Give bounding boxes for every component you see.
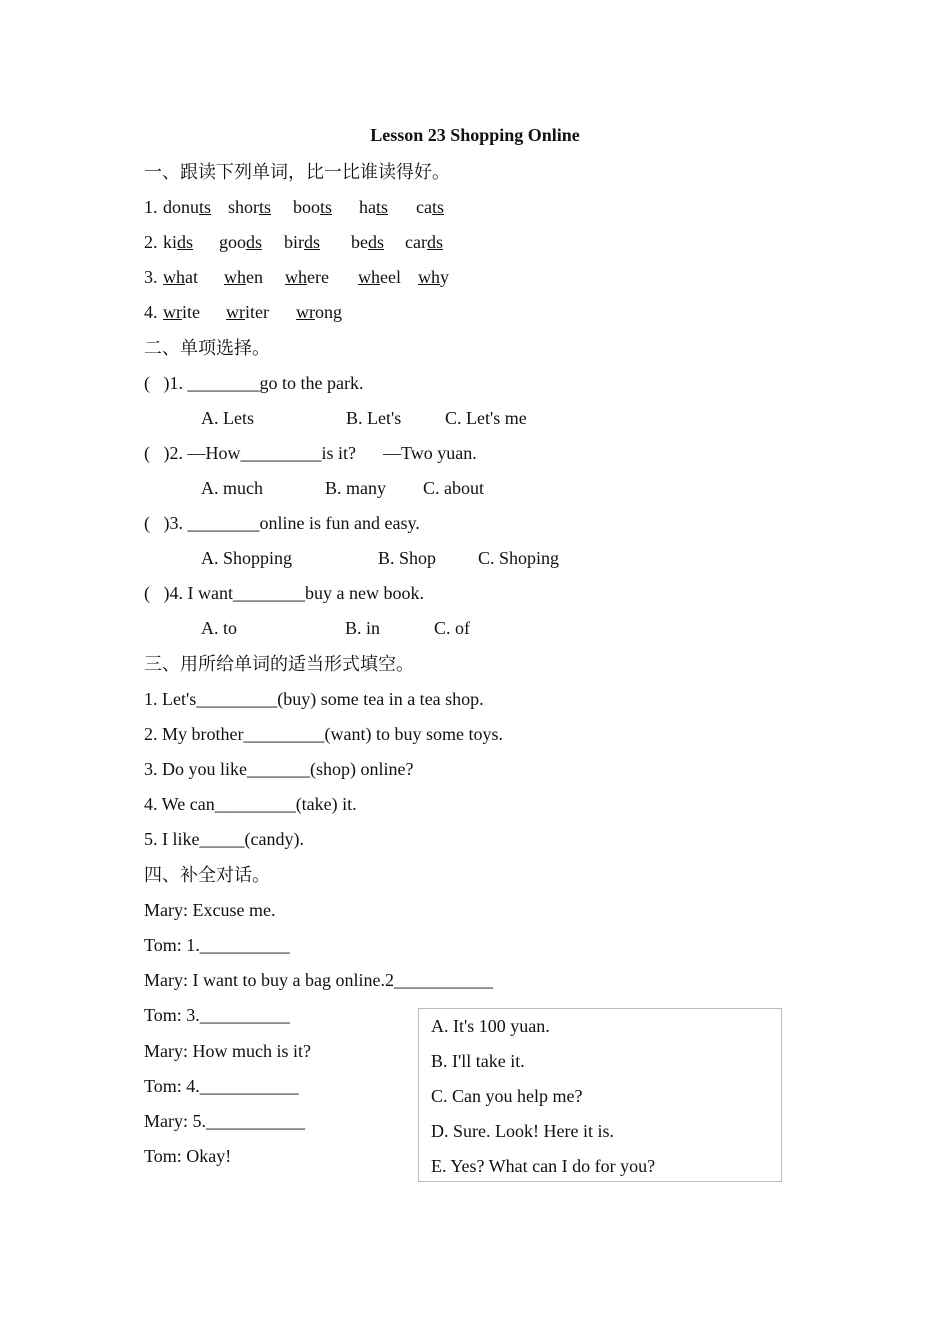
question-1-option-b: B. Let's	[346, 408, 402, 428]
word: writer	[226, 302, 269, 322]
question-1-option-a: A. Lets	[201, 408, 254, 428]
dialogue-line-7: Mary: 5.___________	[144, 1111, 305, 1131]
word: wheel	[358, 267, 401, 287]
part2-heading: 二、单项选择。	[144, 338, 270, 358]
word: goods	[219, 232, 263, 252]
word: donuts	[163, 197, 212, 217]
dialogue-line-6: Tom: 4.___________	[144, 1076, 299, 1096]
question-3-stem: ( )3. ________online is fun and easy.	[144, 513, 420, 533]
choice-c: C. Can you help me?	[431, 1086, 583, 1106]
part3-heading: 三、用所给单词的适当形式填空。	[144, 654, 414, 674]
row-number: 2.	[144, 232, 158, 252]
word: kids	[163, 232, 194, 252]
word: where	[285, 267, 329, 287]
choice-b: B. I'll take it.	[431, 1051, 525, 1071]
part4-heading: 四、补全对话。	[144, 865, 270, 885]
question-3-option-c: C. Shoping	[478, 548, 560, 568]
question-3-option-b: B. Shop	[378, 548, 437, 568]
question-2-option-b: B. many	[325, 478, 386, 498]
word-row-4	[144, 301, 544, 323]
question-2-option-a: A. much	[201, 478, 263, 498]
word: boots	[293, 197, 333, 217]
word: cats	[416, 197, 444, 217]
word-row-3	[144, 266, 544, 288]
word-row-1	[144, 196, 544, 218]
word: hats	[359, 197, 389, 217]
fill-item-1: 1. Let's_________(buy) some tea in a tea shop.	[144, 689, 484, 709]
fill-item-4: 4. We can_________(take) it.	[144, 794, 357, 814]
word-row-2	[144, 231, 544, 253]
row-number: 1.	[144, 197, 158, 217]
word: why	[418, 267, 449, 287]
fill-item-5: 5. I like_____(candy).	[144, 829, 304, 849]
row-number: 3.	[144, 267, 158, 287]
question-4-option-c: C. of	[434, 618, 470, 638]
word: when	[224, 267, 263, 287]
question-4-stem: ( )4. I want________buy a new book.	[144, 583, 424, 603]
dialogue-line-8: Tom: Okay!	[144, 1146, 232, 1166]
dialogue-line-1: Mary: Excuse me.	[144, 900, 276, 920]
dialogue-line-4: Tom: 3.__________	[144, 1005, 290, 1025]
question-2-stem: ( )2. —How_________is it? —Two yuan.	[144, 443, 477, 463]
fill-item-2: 2. My brother_________(want) to buy some toys.	[144, 724, 503, 744]
question-4-option-b: B. in	[345, 618, 381, 638]
choice-a: A. It's 100 yuan.	[431, 1016, 550, 1036]
question-4-option-a: A. to	[201, 618, 237, 638]
word: cards	[405, 232, 443, 252]
dialogue-line-5: Mary: How much is it?	[144, 1041, 311, 1061]
word: wrong	[296, 302, 342, 322]
word: what	[163, 267, 198, 287]
question-3-option-a: A. Shopping	[201, 548, 293, 568]
question-2-option-c: C. about	[423, 478, 484, 498]
dialogue-line-3: Mary: I want to buy a bag online.2___________	[144, 970, 493, 990]
fill-item-3: 3. Do you like_______(shop) online?	[144, 759, 414, 779]
row-number: 4.	[144, 302, 158, 322]
word: write	[163, 302, 200, 322]
answer-choices-box	[418, 1008, 782, 1182]
choice-d: D. Sure. Look! Here it is.	[431, 1121, 614, 1141]
word: birds	[284, 232, 321, 252]
word: shorts	[228, 197, 272, 217]
dialogue-line-2: Tom: 1.__________	[144, 935, 290, 955]
page-title: Lesson 23 Shopping Online	[370, 125, 580, 145]
question-1-option-c: C. Let's me	[445, 408, 527, 428]
part1-heading: 一、跟读下列单词，比一比谁读得好。	[144, 162, 450, 182]
question-1-stem: ( )1. ________go to the park.	[144, 373, 364, 393]
choice-e: E. Yes? What can I do for you?	[431, 1156, 656, 1176]
word: beds	[351, 232, 385, 252]
